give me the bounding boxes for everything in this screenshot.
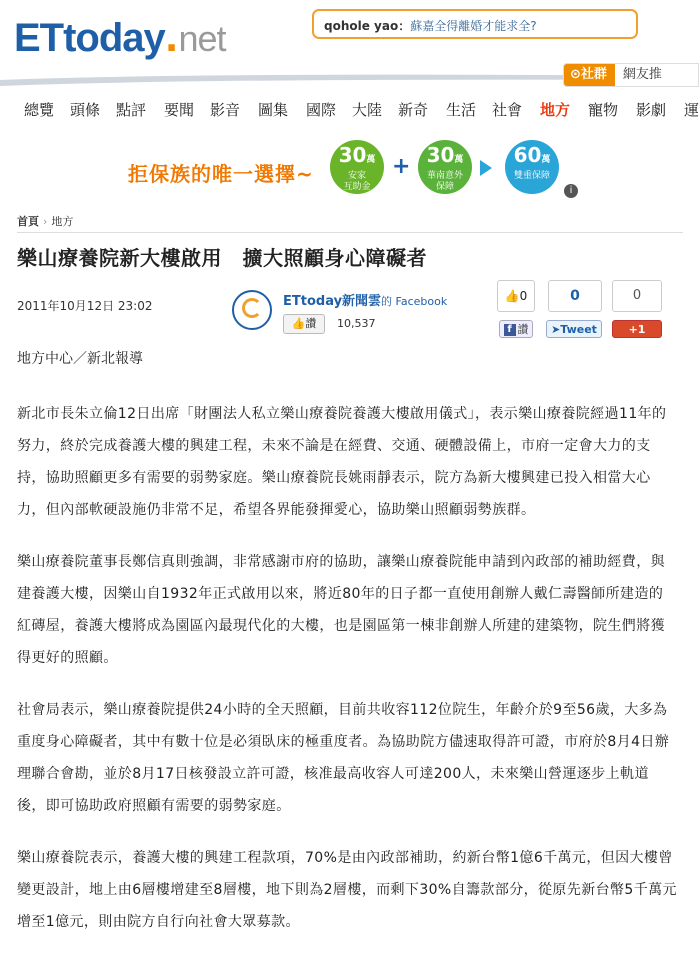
divider <box>17 232 683 233</box>
plan-line1: 安家 <box>347 171 366 181</box>
breadcrumb-home[interactable]: 首頁 <box>17 215 39 228</box>
arrow-right-icon <box>480 160 492 176</box>
plan-unit: 萬 <box>541 155 551 165</box>
nav-item[interactable]: 寵物 <box>588 101 619 119</box>
nav-item[interactable]: 圖集 <box>258 101 289 119</box>
banner-plan-3 <box>505 140 559 194</box>
ettoday-fanpage-avatar[interactable] <box>232 290 272 330</box>
plan-line2: 互助金 <box>343 182 371 192</box>
nav-item[interactable]: 總覽 <box>24 101 55 119</box>
like-label: 讚 <box>305 317 317 330</box>
article-date: 2011年10月12日 23:02 <box>17 299 153 313</box>
plan-line1: 雙重保障 <box>513 171 550 181</box>
nav-item[interactable]: 運 <box>684 101 699 119</box>
insurance-banner-ad[interactable] <box>124 140 580 200</box>
banner-plan-1 <box>330 140 384 194</box>
nav-item[interactable]: 影音 <box>210 101 241 119</box>
fb-like-count: 0 <box>519 289 528 303</box>
breadcrumb-separator: › <box>43 215 48 228</box>
ticker-message[interactable]: 蘇嘉全得離婚才能求全? <box>410 19 537 33</box>
main-nav <box>0 96 699 124</box>
nav-item[interactable]: 頭條 <box>70 101 101 119</box>
nav-item[interactable]: 生活 <box>446 101 477 119</box>
plan-line1: 華南意外 <box>426 171 463 181</box>
site-header <box>0 0 699 92</box>
article-paragraph: 樂山療養院董事長鄭信真則強調，非常感謝市府的協助，讓樂山療養院能申請到內政部的補助經費，與建養護大樓，因樂山自1932年正式啟用以來，將近80年的日子都一直使用創辦人戴仁壽醫師所建造的紅磚屋，養護大樓將成為園區內最現代化的大樓，也是園區第一棟非創辦人所建的建築物，院生們將獲得更好的照顧。 <box>17 554 665 666</box>
plan-amount: 60 <box>513 143 542 167</box>
social-community-button[interactable] <box>564 64 615 86</box>
netizen-recommend-link[interactable]: 網友推 <box>622 67 662 82</box>
nav-item[interactable]: 影劇 <box>636 101 667 119</box>
plan-unit: 萬 <box>366 155 376 165</box>
thumbs-up-icon: 👍 <box>504 289 520 303</box>
fanpage-like-button[interactable] <box>283 314 325 334</box>
fanpage-suffix: 的 Facebook <box>381 295 448 308</box>
fb-like-count-box <box>497 280 535 312</box>
breadcrumb <box>17 213 73 229</box>
plan-unit: 萬 <box>454 155 464 165</box>
plan-amount: 30 <box>338 143 367 167</box>
fanpage-link[interactable]: ETtoday新聞雲 <box>283 294 382 309</box>
banner-slogan: 拒保族的唯一選擇~ <box>128 162 314 186</box>
thumbs-up-icon: 👍 <box>291 317 306 330</box>
logo-net: net <box>178 18 226 59</box>
article-body <box>17 398 677 938</box>
plan-amount: 30 <box>426 143 455 167</box>
tweet-label: Tweet <box>560 323 597 336</box>
breadcrumb-current[interactable]: 地方 <box>51 215 74 228</box>
plan-line2: 保障 <box>435 182 454 192</box>
google-plus-one-button[interactable]: +1 <box>612 320 662 338</box>
user-comment-ticker[interactable] <box>312 9 638 39</box>
tweet-button[interactable] <box>546 320 602 338</box>
site-logo[interactable] <box>14 16 226 72</box>
nav-item[interactable]: 新奇 <box>398 101 429 119</box>
facebook-icon: f <box>504 324 516 336</box>
ticker-user: qohole yao： <box>324 19 411 33</box>
fanpage-like-count: 10,537 <box>337 317 376 330</box>
article-paragraph: 社會局表示，樂山療養院提供24小時的全天照顧，目前共收容112位院生，年齡介於9至56歲，大多為重度身心障礙者，其中有數十位是必須臥床的極重度者。為協助院方儘速取得許可證，市府於8月4日辦理聯合會勘，並於8月17日核發設立許可證，核准最高收容人可達200人，未來樂山營運逐步上軌道後，即可協助政府照顧有需要的弱勢家庭。 <box>17 702 670 814</box>
nav-item[interactable]: 要聞 <box>164 101 195 119</box>
nav-item-active[interactable]: 地方 <box>540 101 571 119</box>
article-title: 樂山療養院新大樓啟用 擴大照顧身心障礙者 <box>17 246 427 270</box>
banner-plan-2 <box>418 140 472 194</box>
fanpage-name <box>283 290 447 309</box>
twitter-bird-icon: ➤ <box>551 323 561 336</box>
article-paragraph: 新北市長朱立倫12日出席「財團法人私立樂山療養院養護大樓啟用儀式」，表示樂山療養院經過11年的努力，終於完成養護大樓的興建工程，未來不論是在經費、交通、硬體設備上，市府一定會大力的支持，協助照顧更多有需要的弱勢家庭。樂山療養院長姚雨靜表示，院方為新大樓興建已投入相當大心力，但內部軟硬設施仍非常不足，希望各界能發揮愛心，協助樂山照顧弱勢族群。 <box>17 406 667 518</box>
fb-share-label: 讚 <box>517 323 529 336</box>
community-icon: ⊙ <box>570 67 581 82</box>
ettoday-logo-icon <box>242 298 262 318</box>
ad-info-icon[interactable]: i <box>564 184 578 198</box>
facebook-like-button[interactable] <box>499 320 533 338</box>
plus-icon: + <box>392 154 411 179</box>
logo-ettoday: ETtoday <box>14 16 165 60</box>
social-label: 社群 <box>580 67 607 82</box>
nav-item[interactable]: 大陸 <box>352 101 383 119</box>
social-community-bar <box>563 63 699 87</box>
gplus-count-box: 0 <box>612 280 662 312</box>
nav-item[interactable]: 社會 <box>492 101 523 119</box>
nav-item[interactable]: 國際 <box>306 101 337 119</box>
logo-dot: . <box>164 19 179 60</box>
article-paragraph: 樂山療養院表示，養護大樓的興建工程款項，70%是由內政部補助，約新台幣1億6千萬元，但因大樓曾變更設計，地上由6層樓增建至8層樓，地下則為2層樓，而剩下30%自籌款部分，從原先新台幣5千萬元增至1億元，則由院方自行向社會大眾募款。 <box>17 850 677 930</box>
twitter-count-box: 0 <box>548 280 602 312</box>
article-byline: 地方中心／新北報導 <box>17 351 143 367</box>
nav-item[interactable]: 點評 <box>116 101 147 119</box>
